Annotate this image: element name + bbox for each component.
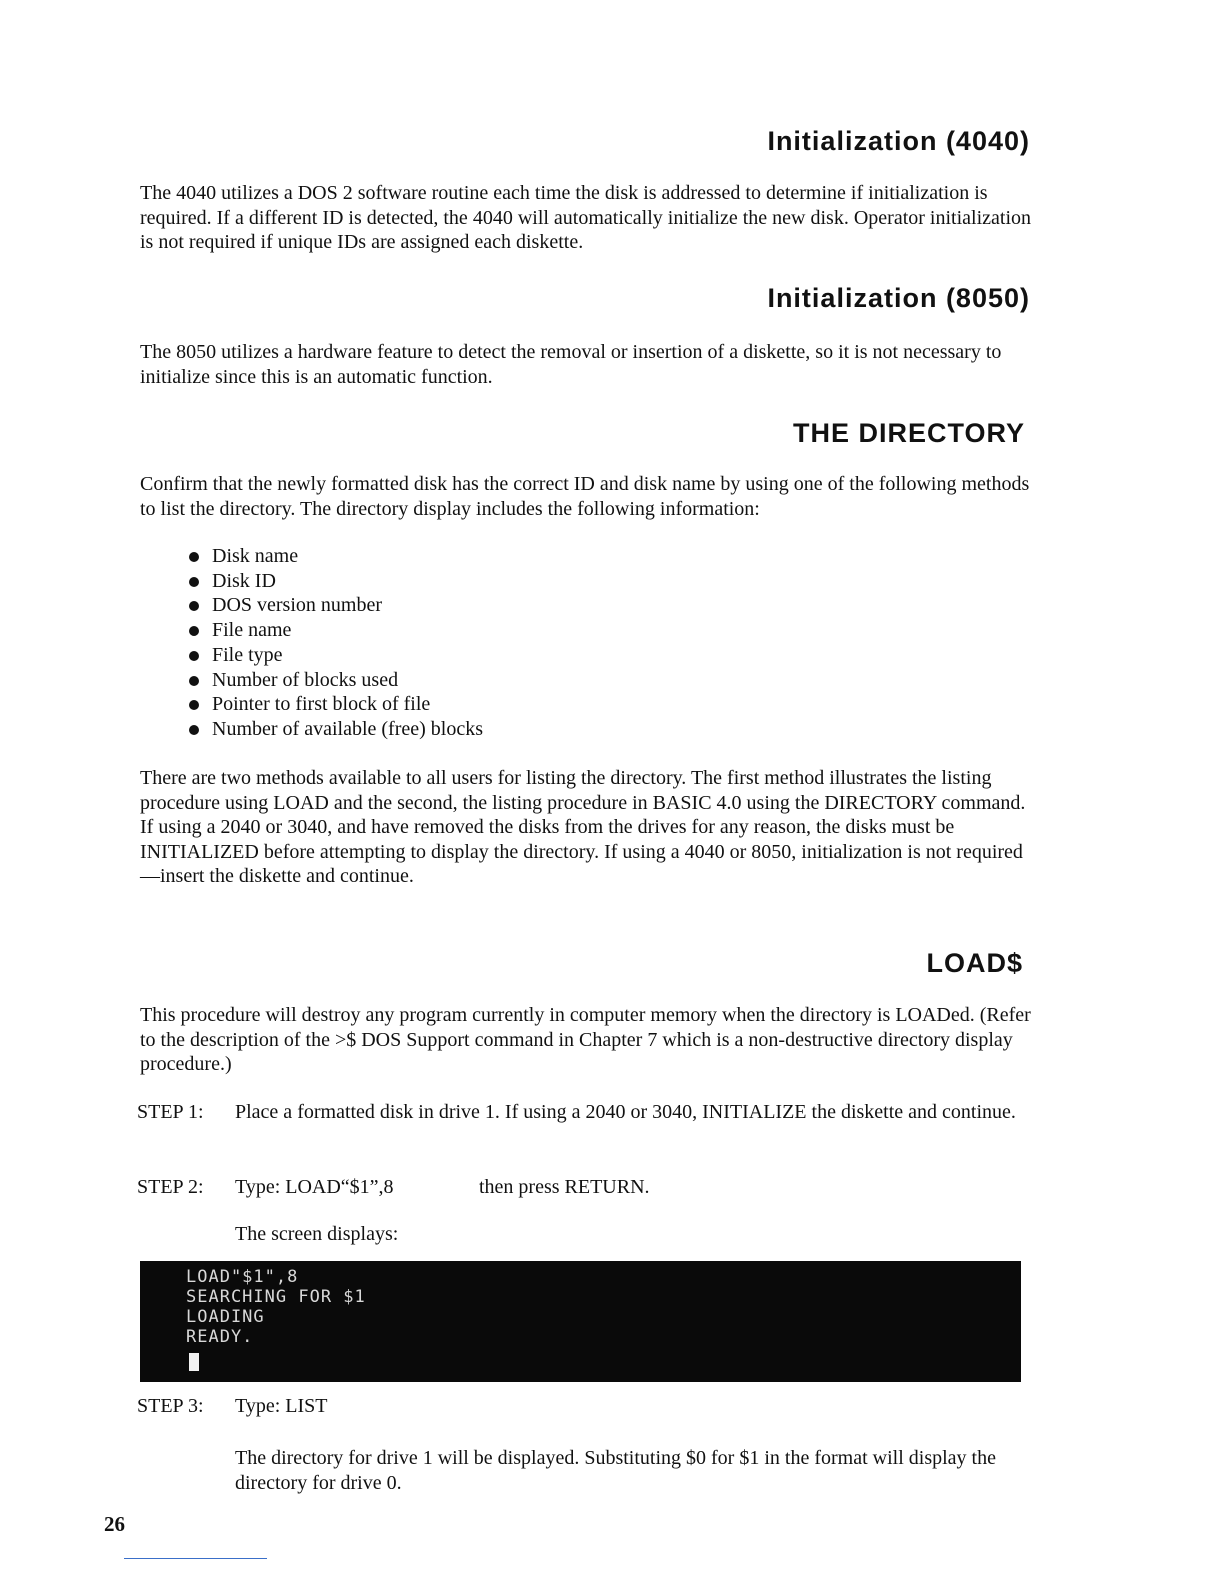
list-item: Pointer to first block of file [188,692,483,717]
step-3-command: Type: LIST [235,1395,328,1417]
list-item: Number of available (free) blocks [188,717,483,742]
list-item: Number of blocks used [188,668,483,693]
step-3-label: STEP 3: [137,1395,204,1417]
list-item: File name [188,618,483,643]
step-2-command: Type: LOAD“$1”,8 [235,1176,394,1198]
heading-initialization-4040: Initialization (4040) [767,126,1030,156]
screen-output [186,1267,366,1347]
step-1-text: Place a formatted disk in drive 1. If using a 2040 or 3040, INITIALIZE the diskette and continue. [235,1101,1016,1123]
footer-rule [124,1558,267,1559]
screen-line: SEARCHING FOR $1 [186,1287,366,1307]
page-number: 26 [104,1512,125,1536]
bullet-icon [189,676,199,686]
screen-line: LOAD"$1",8 [186,1267,299,1287]
bullet-icon [189,601,199,611]
bullet-icon [189,626,199,636]
bullet-icon [189,552,199,562]
cursor-block-icon [189,1353,199,1371]
screen-line: READY. [186,1327,254,1347]
bullet-icon [189,577,199,587]
paragraph-load-warning: This procedure will destroy any program currently in computer memory when the directory is LOADed. (Refer to the description of the >$ DOS Support command in Chapter 7 which is a non-destructive directory display procedure.) [140,1004,1031,1076]
heading-the-directory: THE DIRECTORY [792,418,1025,448]
bullet-icon [189,700,199,710]
paragraph-initialization-8050: The 8050 utilizes a hardware feature to detect the removal or insertion of a diskette, so it is not necessary to initialize since this is an automatic function. [140,341,1002,388]
list-item: DOS version number [188,593,483,618]
paragraph-initialization-4040: The 4040 utilizes a DOS 2 software routine each time the disk is addressed to determine if initialization is required. If a different ID is detected, the 4040 will automatically initialize the new disk. Operator initialization is not required if unique IDs are assigned each diskette. [140,182,1031,254]
bullet-icon [189,651,199,661]
step-2-label: STEP 2: [137,1176,204,1198]
heading-initialization-8050: Initialization (8050) [767,283,1030,313]
list-item: File type [188,643,483,668]
screen-display [140,1261,1021,1382]
screen-line: LOADING [186,1307,265,1327]
step-2-then: then press RETURN. [479,1176,650,1198]
list-item: Disk ID [188,569,483,594]
paragraph-directory-intro: Confirm that the newly formatted disk has the correct ID and disk name by using one of the following methods to list the directory. The directory display includes the following information: [140,473,1030,520]
directory-info-list [188,544,483,742]
step-3-note: The directory for drive 1 will be displayed. Substituting $0 for $1 in the format will display the directory for drive 0. [235,1447,996,1494]
step-2-note: The screen displays: [235,1223,399,1245]
paragraph-listing-methods: There are two methods available to all users for listing the directory. The first method illustrates the listing procedure using LOAD and the second, the listing procedure in BASIC 4.0 using the DIRECTORY command. If using a 2040 or 3040, and have removed the disks from the drives for any reason, the disks must be INITIALIZED before attempting to display the directory. If using a 4040 or 8050, initialization is not required—insert the diskette and continue. [140,767,1026,888]
list-item: Disk name [188,544,483,569]
bullet-icon [189,725,199,735]
heading-load-dollar: LOAD$ [926,948,1023,978]
step-1-label: STEP 1: [137,1101,204,1123]
